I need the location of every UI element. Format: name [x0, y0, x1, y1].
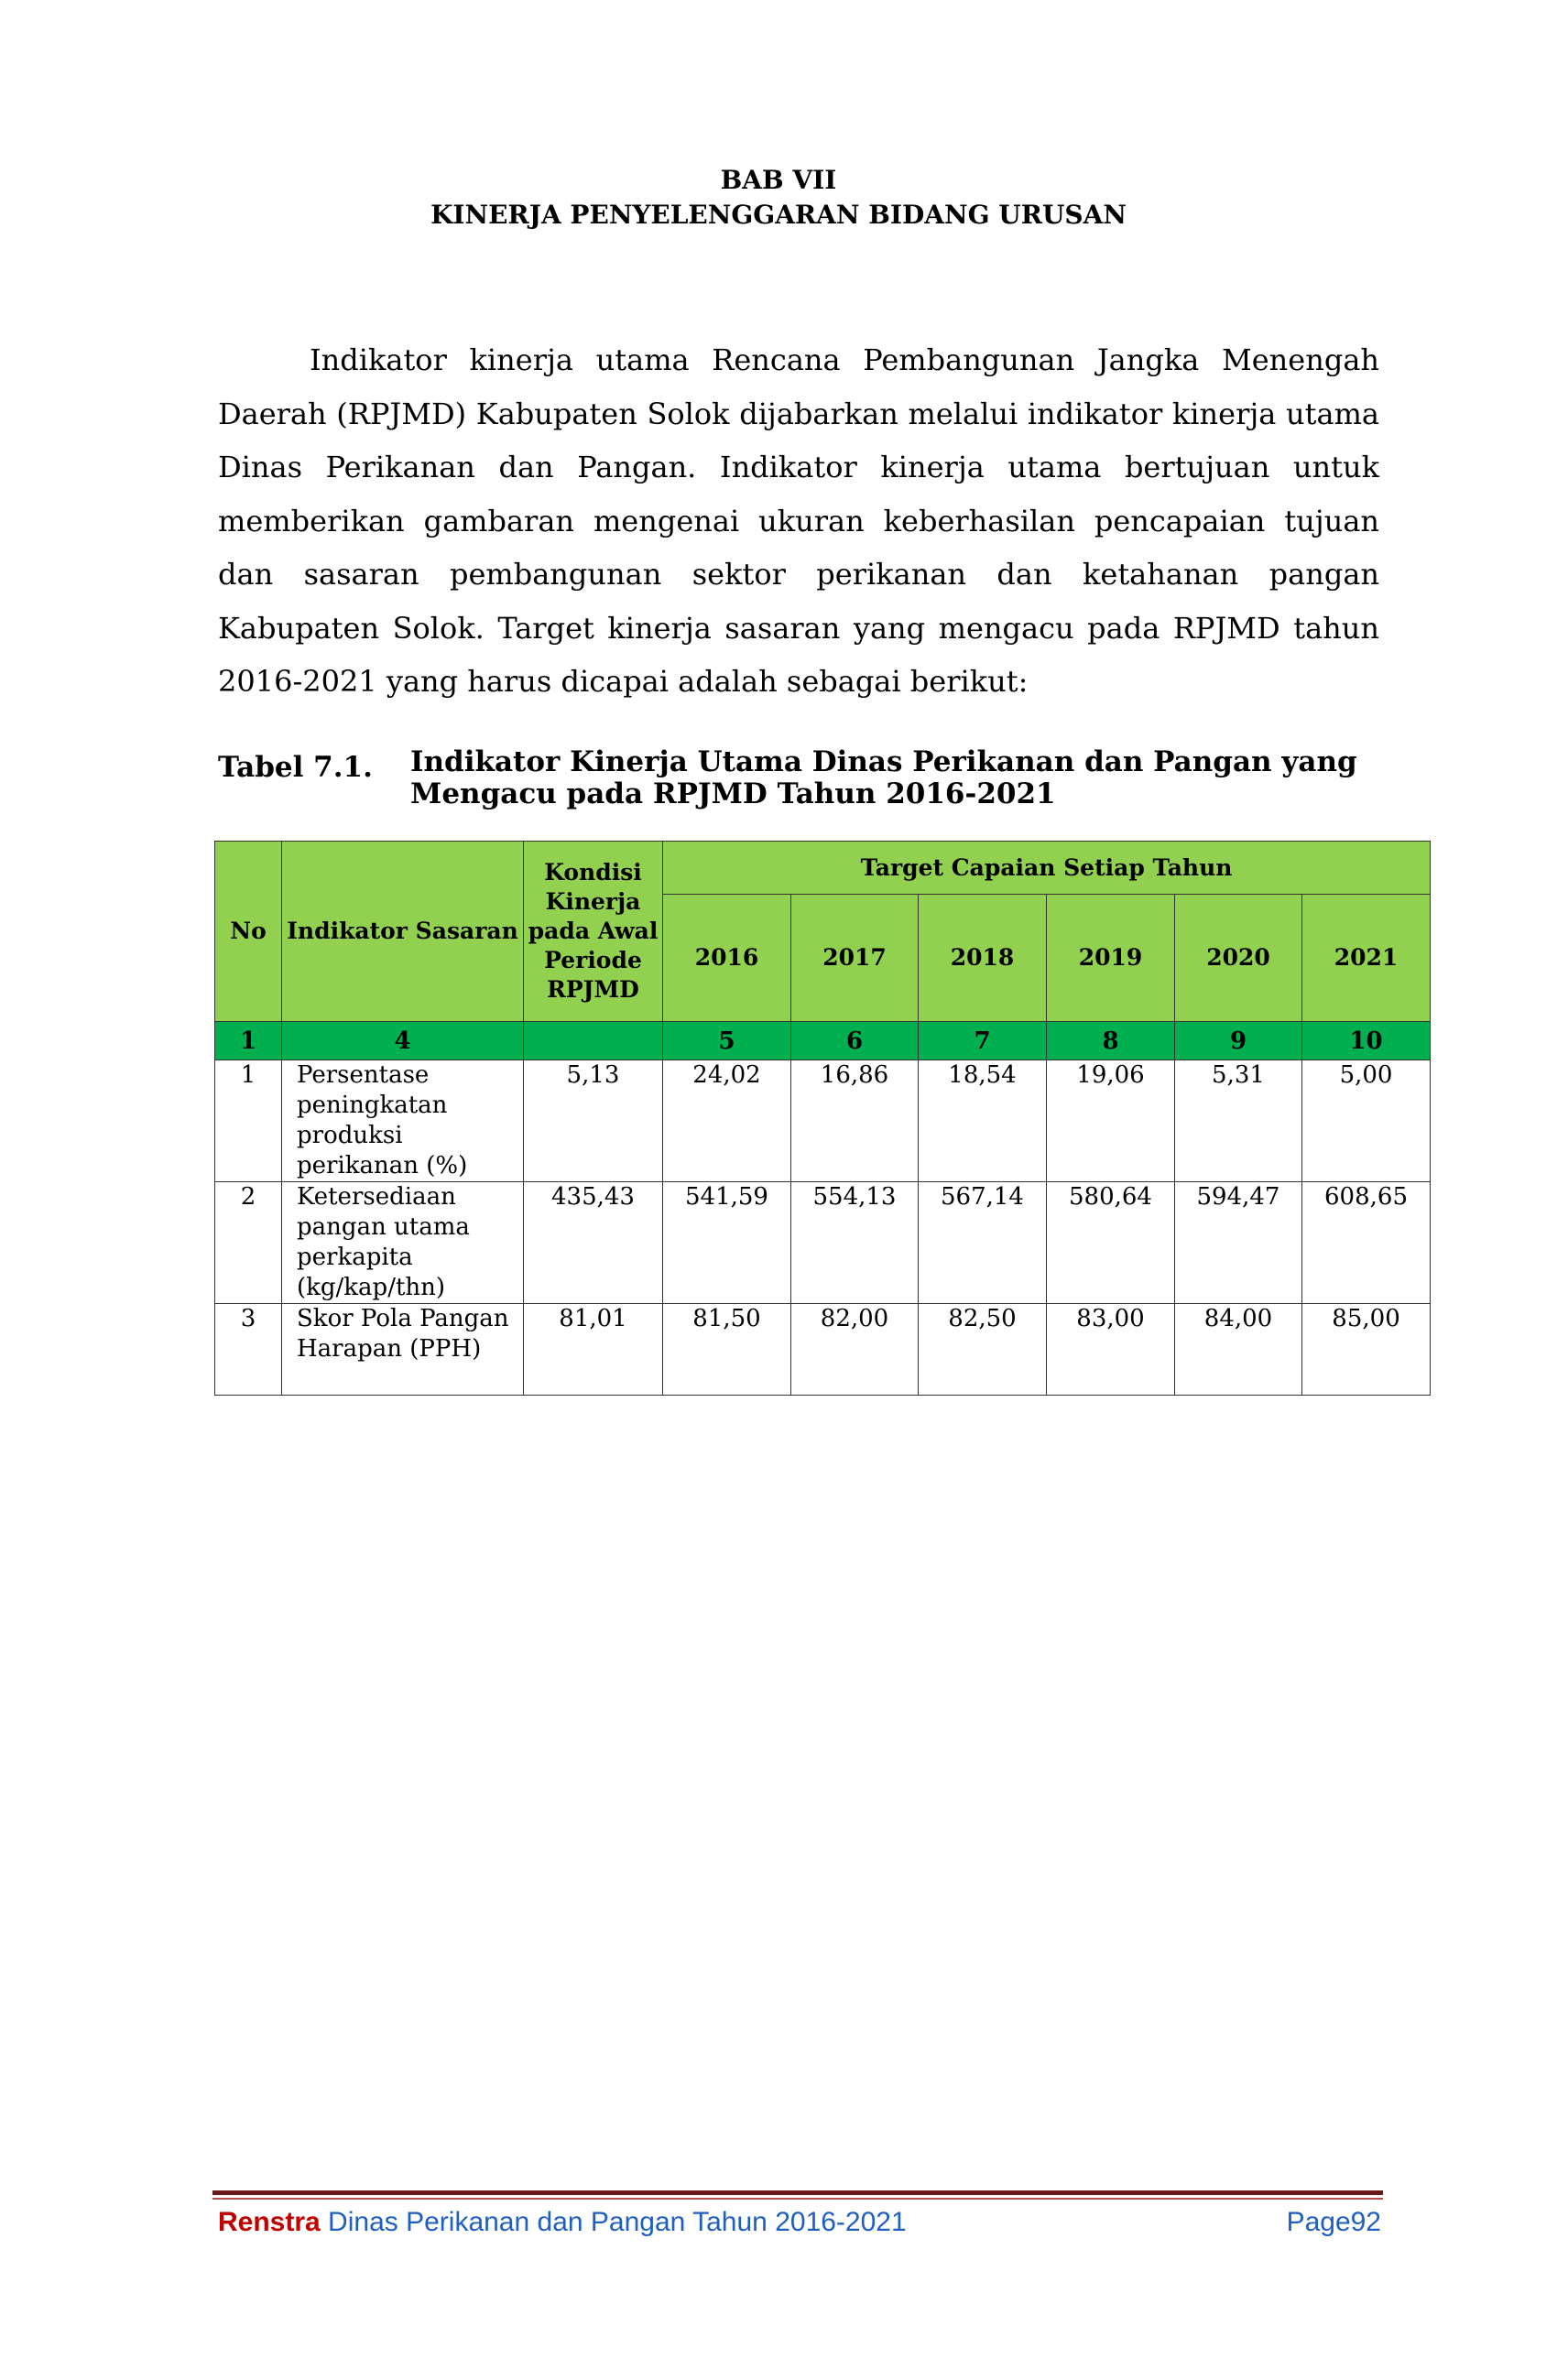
header-year: 2017	[791, 895, 919, 1022]
row-target-value: 83,00	[1047, 1304, 1175, 1396]
column-number-row	[215, 1022, 1431, 1060]
header-no: No	[215, 842, 282, 1022]
column-number: 9	[1175, 1022, 1302, 1060]
row-target-value: 567,14	[919, 1182, 1047, 1304]
row-target-value: 541,59	[663, 1182, 791, 1304]
header-target-group: Target Capaian Setiap Tahun	[663, 842, 1431, 895]
column-number: 5	[663, 1022, 791, 1060]
table-row	[215, 1304, 1431, 1396]
row-target-value: 608,65	[1302, 1182, 1431, 1304]
row-target-value: 5,00	[1302, 1060, 1431, 1182]
header-year: 2018	[919, 895, 1047, 1022]
row-number: 3	[215, 1304, 282, 1396]
footer-text: Dinas Perikanan dan Pangan Tahun 2016-2021	[320, 2207, 907, 2237]
footer-rule	[212, 2190, 1383, 2195]
table-caption-title: Indikator Kinerja Utama Dinas Perikanan dan Pangan yang Mengacu pada RPJMD Tahun 2016-2021	[410, 745, 1357, 810]
row-target-value: 82,00	[791, 1304, 919, 1396]
row-target-value: 85,00	[1302, 1304, 1431, 1396]
column-number: 1	[215, 1022, 282, 1060]
row-target-value: 16,86	[791, 1060, 919, 1182]
footer-page-number: Page92	[1286, 2207, 1381, 2237]
row-number: 2	[215, 1182, 282, 1304]
header-indicator: Indikator Sasaran	[282, 842, 524, 1022]
intro-paragraph: Indikator kinerja utama Rencana Pembangunan Jangka Menengah Daerah (RPJMD) Kabupaten Solok dijabarkan melalui indikator kinerja utama Dinas Perikanan dan Pangan. Indikator kinerja utama bertujuan untuk memberikan gambaran mengenai ukuran keberhasilan pencapaian tujuan dan sasaran pembangunan sektor perikanan dan ketahanan pangan Kabupaten Solok. Target kinerja sasaran yang mengacu pada RPJMD tahun 2016-2021 yang harus dicapai adalah sebagai berikut:	[218, 342, 1379, 699]
row-target-value: 594,47	[1175, 1182, 1302, 1304]
row-initial-value: 5,13	[524, 1060, 663, 1182]
row-target-value: 580,64	[1047, 1182, 1175, 1304]
row-target-value: 5,31	[1175, 1060, 1302, 1182]
row-initial-value: 435,43	[524, 1182, 663, 1304]
table-caption-label: Tabel 7.1.	[218, 751, 373, 784]
row-indicator: Ketersediaan pangan utama perkapita (kg/kap/thn)	[282, 1182, 524, 1304]
header-year: 2016	[663, 895, 791, 1022]
column-number: 8	[1047, 1022, 1175, 1060]
row-initial-value: 81,01	[524, 1304, 663, 1396]
kpi-table	[214, 841, 1431, 1396]
header-initial-condition: Kondisi Kinerja pada Awal Periode RPJMD	[524, 842, 663, 1022]
column-number: 6	[791, 1022, 919, 1060]
column-number: 10	[1302, 1022, 1431, 1060]
row-target-value: 24,02	[663, 1060, 791, 1182]
footer-brand: Renstra	[218, 2207, 321, 2237]
row-indicator: Skor Pola Pangan Harapan (PPH)	[282, 1304, 524, 1396]
row-number: 1	[215, 1060, 282, 1182]
row-target-value: 82,50	[919, 1304, 1047, 1396]
chapter-number: BAB VII	[720, 165, 837, 195]
row-target-value: 19,06	[1047, 1060, 1175, 1182]
header-year: 2020	[1175, 895, 1302, 1022]
column-number	[524, 1022, 663, 1060]
header-year: 2021	[1302, 895, 1431, 1022]
row-indicator: Persentase peningkatan produksi perikanan (%)	[282, 1060, 524, 1182]
table-row	[215, 1182, 1431, 1304]
row-target-value: 81,50	[663, 1304, 791, 1396]
table-row	[215, 1060, 1431, 1182]
row-target-value: 18,54	[919, 1060, 1047, 1182]
row-target-value: 84,00	[1175, 1304, 1302, 1396]
column-number: 7	[919, 1022, 1047, 1060]
footer-document-title	[218, 2207, 907, 2238]
row-target-value: 554,13	[791, 1182, 919, 1304]
header-year: 2019	[1047, 895, 1175, 1022]
chapter-title: KINERJA PENYELENGGARAN BIDANG URUSAN	[430, 200, 1127, 230]
footer-rule-thin	[212, 2198, 1383, 2200]
column-number: 4	[282, 1022, 524, 1060]
